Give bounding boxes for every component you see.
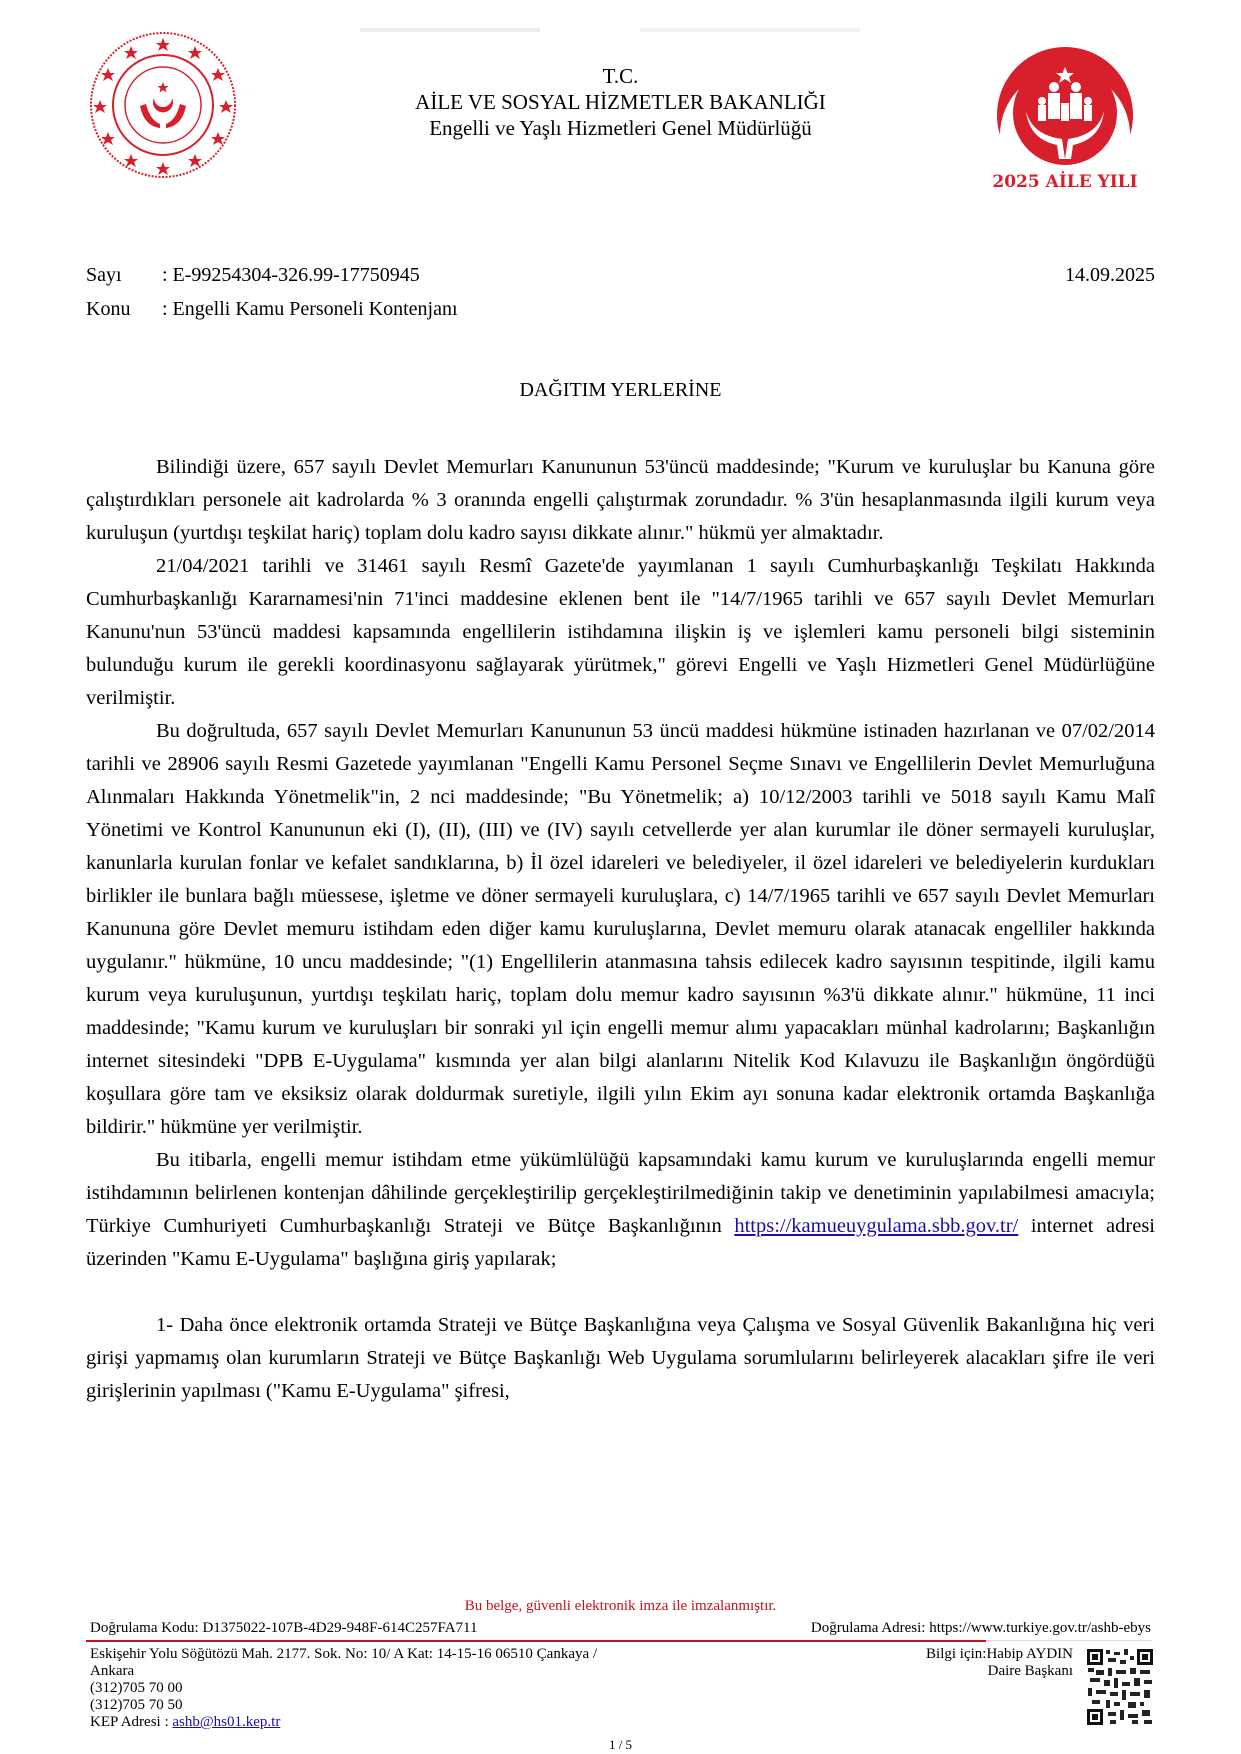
address-line-1: Eskişehir Yolu Söğütözü Mah. 2177. Sok. No: 10/ A Kat: 14-15-16 06510 Çankaya / xyxy=(90,1646,598,1662)
contact-person: Bilgi için:Habip AYDIN xyxy=(926,1646,1073,1662)
paragraph-3: Bu doğrultuda, 657 sayılı Devlet Memurları Kanununun 53 üncü maddesi hükmüne istinaden hazırlanan ve 07/02/2014 tarihli ve 28906 sayılı Resmi Gazetede yayımlanan "Engelli Kamu Personel Seçme Sınavı ve Engellilerin Devlet Memurluğuna Alınmaları Hakkında Yönetmelik"in, 2 nci maddesinde; "Bu Yönetmelik; a) 10/12/2003 tarihli ve 5018 sayılı Kamu Malî Yönetimi ve Kontrol Kanununun eki (I), (II), (III) ve (IV) sayılı cetvellerde yer alan kurumlar ile döner sermayeli kuruluşlar, kanunlarla kurulan fonlar ve kefalet sandıklarına, b) İl özel idareleri ve belediyeler, il özel idareleri ve belediyelerin kurdukları birlikler ile bunlara bağlı müessese, işletme ve döner sermayeli kuruluşlara, c) 14/7/1965 tarihli ve 657 sayılı Devlet Memurları Kanununa göre Devlet memuru istihdam eden diğer kamu kuruluşlarına, Devlet memuru olarak atanacak engelliler hakkında uygulanır." hükmüne, 10 uncu maddesinde; "(1) Engellilerin atanmasına tahsis edilecek kadro sayısının tespitinde, ilgili kamu kurum veya kuruluşunun, yurtdışı teşkilatı hariç, toplam dolu memur kadro sayısının %3'ü dikkate alınır." hükmüne, 11 inci maddesinde; "Kamu kurum ve kuruluşları bir sonraki yıl için engelli memur alımı yapacakları münhal kadrolarını; Başkanlığın internet sitesindeki "DPB E-Uygulama" kısmında yer alan bilgi alanlarını Nitelik Kod Kılavuzu ile Başkanlığın öngördüğü koşullara göre tam ve eksiksiz olarak doldurmak suretiyle, ilgili yılın Ekim ayı sonuna kadar elektronik ortamda Başkanlığa bildirir." hükmüne yer verilmiştir. xyxy=(86,720,1155,1138)
kep-address: KEP Adresi : ashb@hs01.kep.tr xyxy=(90,1714,281,1730)
contact-block xyxy=(926,1646,1073,1680)
e-signature-note: Bu belge, güvenli elektronik imza ile imzalanmıştır. xyxy=(464,1598,777,1614)
address-line-2: Ankara xyxy=(90,1663,135,1679)
kep-email-link[interactable]: ashb@hs01.kep.tr xyxy=(172,1714,281,1730)
footer-divider-grey xyxy=(986,1640,1152,1641)
paragraph-2: 21/04/2021 tarihli ve 31461 sayılı Resmî Gazete'de yayımlanan 1 sayılı Cumhurbaşkanlığı Teşkilatı Hakkında Cumhurbaşkanlığı Kararnamesi'nin 71'inci maddesine eklenen bent ile "14/7/1965 tarihli ve 657 sayılı Devlet Memurları Kanunu'nun 53'üncü maddesi kapsamında engellilerin istihdamına ilişkin iş ve işlemleri kamu personeli bilgi sisteminin bulunduğu kurum ile gerekli koordinasyonu sağlayarak yürütmek," görevi Engelli ve Yaşlı Hizmetleri Genel Müdürlüğüne verilmiştir. xyxy=(86,555,1155,709)
document-date: 14.09.2025 xyxy=(1065,264,1155,286)
header-directorate-name: Engelli ve Yaşlı Hizmetleri Genel Müdürlüğü xyxy=(429,116,812,140)
family-year-emblem-icon xyxy=(990,45,1140,165)
kamu-e-uygulama-link[interactable]: https://kamueuygulama.sbb.gov.tr/ xyxy=(734,1215,1019,1237)
header-ministry-name: AİLE VE SOSYAL HİZMETLER BAKANLIĞI xyxy=(415,90,826,114)
page-number: 1 / 5 xyxy=(608,1737,633,1752)
family-year-logo xyxy=(990,45,1140,195)
contact-title: Daire Başkanı xyxy=(987,1663,1073,1679)
paragraph-4: Bu itibarla, engelli memur istihdam etme yükümlülüğü kapsamındaki kamu kurum ve kuruluşlarında engelli memur istihdamının belirlenen kontenjan dâhilinde gerçekleştirilip gerçekleştirilmediğinin takip ve denetiminin yapılabilmesi amacıyla; Türkiye Cumhuriyeti Cumhurbaşkanlığı Strateji ve Bütçe Başkanlığının https://kamueuygulama.sbb.gov.tr/ internet adresi üzerinden "Kamu E-Uygulama" başlığına giriş yapılarak; xyxy=(86,1149,1155,1270)
header-tc: T.C. xyxy=(602,64,639,88)
phone-1: (312)705 70 00 xyxy=(90,1680,183,1696)
qr-code-icon xyxy=(1086,1648,1154,1726)
sayi-value: : E-99254304-326.99-17750945 xyxy=(162,264,420,286)
verification-address: Doğrulama Adresi: https://www.turkiye.gov.tr/ashb-ebys xyxy=(810,1620,1151,1636)
letter-body xyxy=(86,451,1155,1408)
faded-top-artifact xyxy=(360,28,540,32)
paragraph-1: Bilindiği üzere, 657 sayılı Devlet Memurları Kanununun 53'üncü maddesinde; "Kurum ve kuruluşlar bu Kanuna göre çalıştırdıkları personele ait kadrolarda % 3 oranında engelli çalıştırmak zorundadır. % 3'ün hesaplanmasında ilgili kurum veya kuruluşun (yurtdışı teşkilat hariç) toplam dolu kadro sayısı dikkate alınır." hükmü yer almaktadır. xyxy=(86,456,1155,544)
paragraph-5: 1- Daha önce elektronik ortamda Strateji ve Bütçe Başkanlığına veya Çalışma ve Sosyal Güvenlik Bakanlığına hiç veri girişi yapmamış olan kurumların Strateji ve Bütçe Başkanlığı Web Uygulama sorumlularını belirleyerek alacakları şifre ile veri girişlerinin yapılması ("Kamu E-Uygulama" şifresi, xyxy=(86,1314,1155,1402)
addressee-heading: DAĞITIM YERLERİNE xyxy=(519,379,722,401)
sayi-label: Sayı xyxy=(86,264,122,286)
faded-top-artifact xyxy=(640,28,860,32)
footer-address-block xyxy=(90,1646,597,1731)
verification-code: Doğrulama Kodu: D1375022-107B-4D29-948F-614C257FA711 xyxy=(90,1620,478,1636)
phone-2: (312)705 70 50 xyxy=(90,1697,183,1713)
family-year-caption: 2025 AİLE YILI xyxy=(992,172,1138,192)
footer-divider-red xyxy=(86,1640,986,1642)
konu-value: : Engelli Kamu Personeli Kontenjanı xyxy=(162,298,458,320)
konu-label: Konu xyxy=(86,298,131,320)
